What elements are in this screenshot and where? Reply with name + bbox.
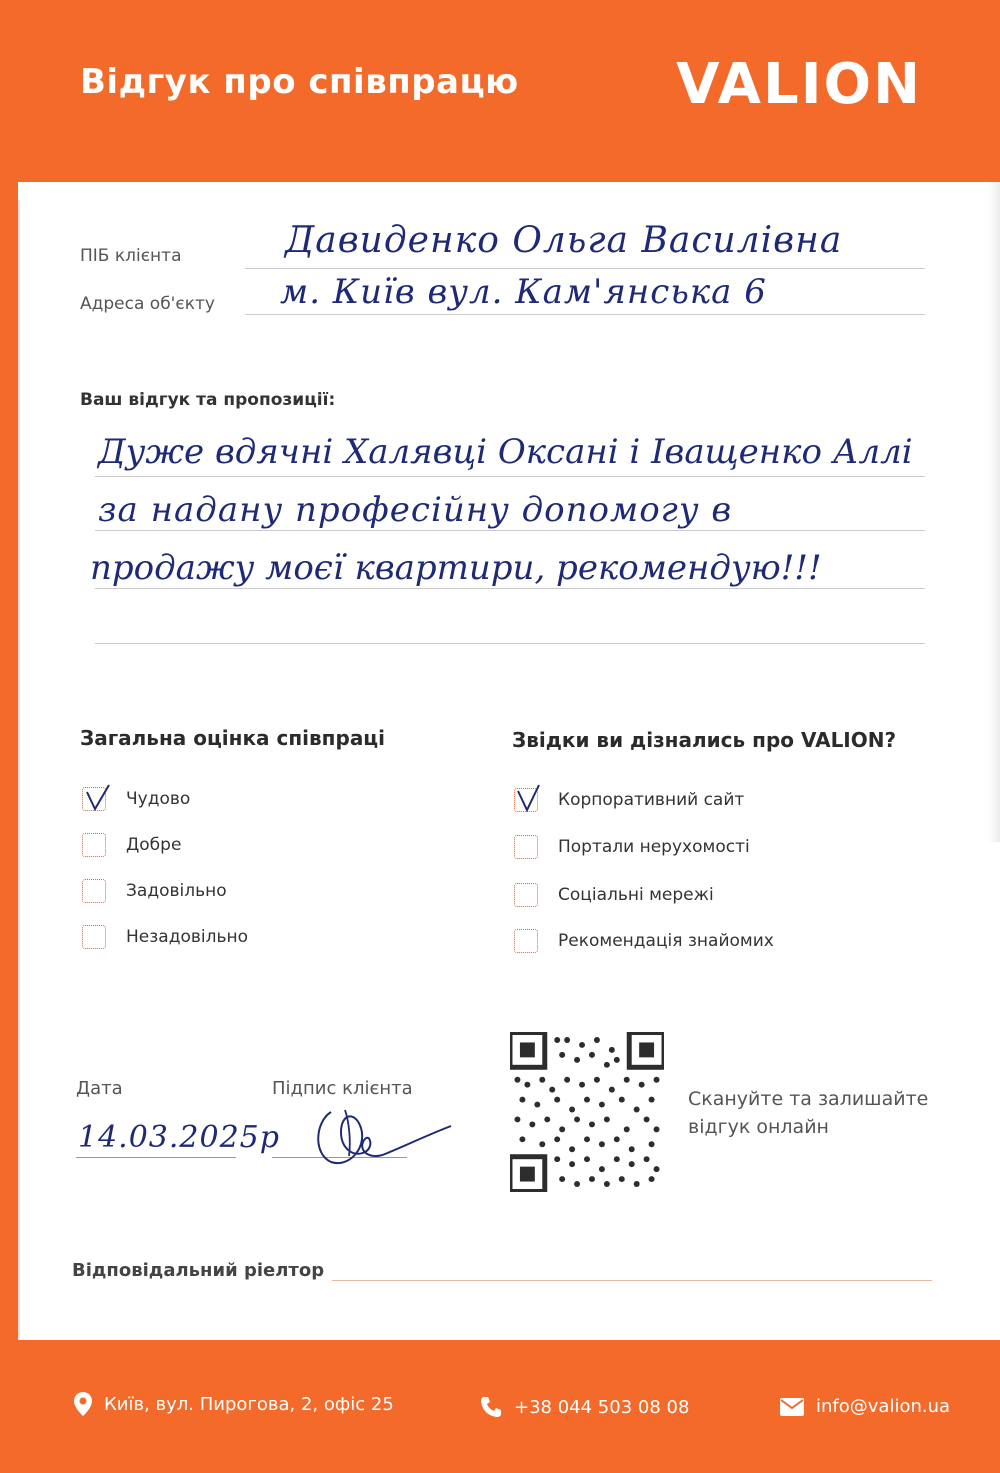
feedback-line-2-rule	[95, 530, 925, 531]
qr-caption	[688, 1085, 948, 1141]
checkbox[interactable]	[82, 879, 106, 903]
source-option-label: Рекомендація знайомих	[558, 931, 774, 951]
checkbox[interactable]	[514, 835, 538, 859]
feedback-line-4-rule	[95, 643, 925, 644]
rating-option-unsatisfactory[interactable]	[82, 922, 248, 952]
form-title: Відгук про співпрацю	[80, 62, 519, 102]
rating-title: Загальна оцінка співпраці	[80, 726, 385, 750]
address-value[interactable]: м. Київ вул. Кам'янська 6	[280, 272, 767, 312]
client-name-value[interactable]: Давиденко Ольга Василівна	[285, 220, 843, 261]
source-option-corporate-site[interactable]	[514, 785, 744, 815]
source-option-recommendation[interactable]	[514, 926, 774, 956]
footer-address	[74, 1392, 394, 1416]
qr-caption-line-1: Скануйте та залишайте	[688, 1088, 929, 1110]
feedback-label: Ваш відгук та пропозиції:	[80, 390, 336, 410]
realtor-line	[332, 1280, 932, 1281]
client-signature-icon	[305, 1092, 455, 1172]
brand-logo: VALION	[676, 52, 922, 117]
realtor-label: Відповідальний ріелтор	[72, 1260, 325, 1281]
checkbox[interactable]	[82, 787, 106, 811]
feedback-line-1[interactable]: Дуже вдячні Халявці Оксані і Іващенко Аллі	[98, 432, 913, 472]
date-value[interactable]: 14.03.2025р	[78, 1120, 280, 1155]
envelope-icon	[780, 1398, 804, 1416]
feedback-line-1-rule	[95, 476, 925, 477]
checkmark-icon	[515, 783, 543, 813]
phone-icon	[480, 1396, 502, 1418]
footer-address-text: Київ, вул. Пирогова, 2, офіс 25	[104, 1393, 394, 1415]
source-option-real-estate-portals[interactable]	[514, 832, 750, 862]
location-pin-icon	[74, 1392, 92, 1416]
qr-caption-line-2: відгук онлайн	[688, 1116, 829, 1138]
footer-email[interactable]	[780, 1396, 950, 1417]
paper-edge	[18, 200, 20, 1340]
footer-email-text: info@valion.ua	[816, 1396, 951, 1417]
signature-label: Підпис клієнта	[272, 1078, 413, 1099]
source-option-label: Портали нерухомості	[558, 837, 750, 857]
date-line	[76, 1157, 236, 1158]
footer-phone-text: +38 044 503 08 08	[514, 1396, 690, 1418]
address-line	[245, 314, 925, 315]
checkbox[interactable]	[514, 788, 538, 812]
feedback-line-3[interactable]: продажу моєї квартири, рекомендую!!!	[90, 548, 822, 588]
left-orange-edge	[0, 182, 18, 1342]
source-title: Звідки ви дізнались про VALION?	[512, 728, 897, 752]
checkbox[interactable]	[82, 925, 106, 949]
date-label: Дата	[76, 1078, 123, 1099]
feedback-line-3-rule	[95, 588, 925, 589]
source-option-social-networks[interactable]	[514, 880, 714, 910]
source-option-label: Корпоративний сайт	[558, 790, 745, 810]
rating-option-label: Задовільно	[126, 881, 227, 901]
rating-option-good[interactable]	[82, 830, 181, 860]
checkbox[interactable]	[82, 833, 106, 857]
checkbox[interactable]	[514, 929, 538, 953]
rating-option-label: Чудово	[126, 789, 191, 809]
rating-option-satisfactory[interactable]	[82, 876, 227, 906]
client-name-line	[245, 268, 925, 269]
qr-code-icon[interactable]	[510, 1032, 664, 1192]
source-option-label: Соціальні мережі	[558, 885, 714, 905]
checkmark-icon	[83, 782, 111, 812]
address-label: Адреса об'єкту	[80, 294, 215, 314]
footer-phone[interactable]	[480, 1396, 689, 1418]
rating-option-label: Добре	[126, 835, 182, 855]
rating-option-excellent[interactable]	[82, 784, 190, 814]
checkbox[interactable]	[514, 883, 538, 907]
client-name-label: ПІБ клієнта	[80, 246, 182, 266]
rating-option-label: Незадовільно	[126, 927, 248, 947]
right-paper-shadow	[988, 182, 1000, 842]
feedback-line-2[interactable]: за надану професійну допомогу в	[98, 490, 733, 530]
header-band	[0, 0, 1000, 182]
